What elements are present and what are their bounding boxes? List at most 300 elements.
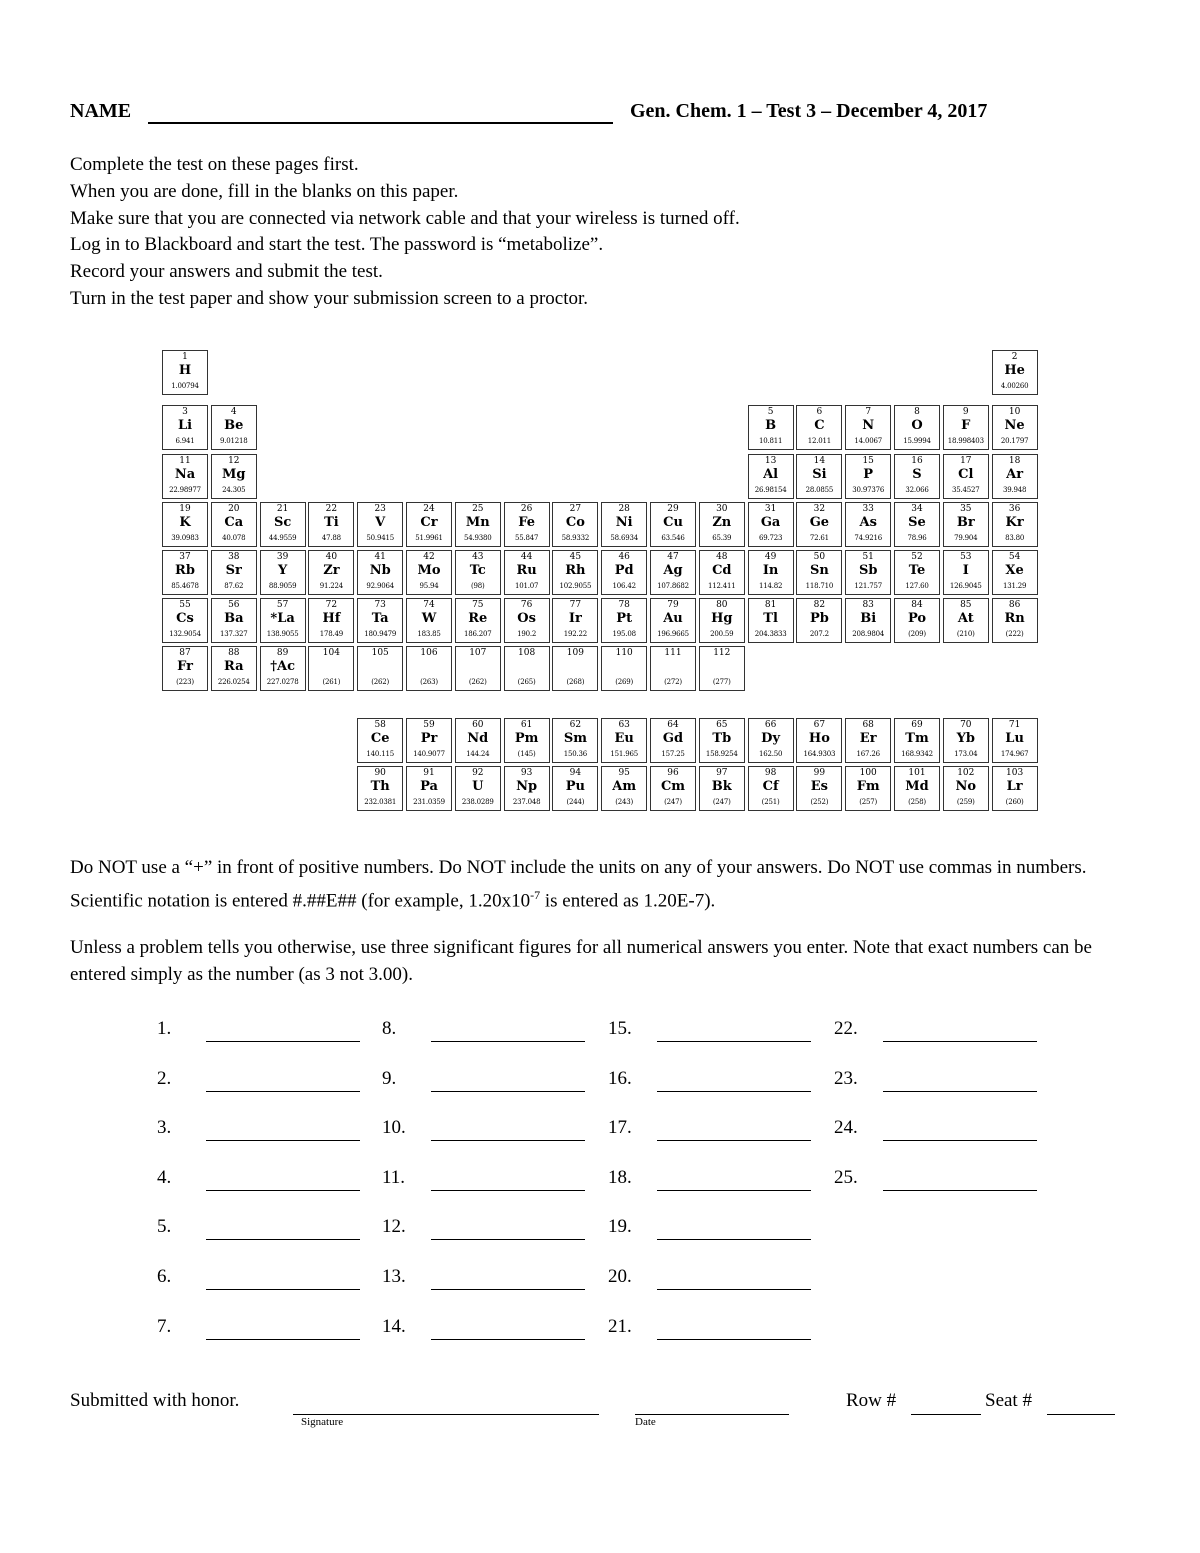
- element-mass: (258): [908, 798, 926, 806]
- element-cell: [845, 502, 891, 547]
- element-number: 68: [862, 720, 874, 730]
- element-cell: [357, 598, 403, 643]
- element-cell: [992, 598, 1038, 643]
- answer-blank[interactable]: [206, 1091, 360, 1092]
- answer-blank[interactable]: [657, 1091, 811, 1092]
- answer-number: 15.: [608, 1018, 632, 1039]
- element-number: 17: [960, 456, 972, 466]
- element-symbol: Ti: [324, 515, 339, 530]
- answer-blank[interactable]: [431, 1190, 585, 1191]
- element-number: 73: [374, 600, 386, 610]
- element-symbol: Ar: [1006, 467, 1024, 482]
- element-cell: [455, 718, 501, 763]
- element-cell: [504, 766, 550, 811]
- answer-blank[interactable]: [206, 1289, 360, 1290]
- element-mass: 238.0289: [461, 798, 494, 806]
- honor-statement: Submitted with honor.: [70, 1390, 240, 1411]
- answer-number: 18.: [608, 1166, 632, 1188]
- element-symbol: Hf: [322, 611, 341, 626]
- element-symbol: N: [862, 418, 875, 433]
- element-number: 56: [228, 600, 240, 610]
- element-number: 30: [716, 504, 728, 514]
- element-number: 91: [423, 768, 435, 778]
- element-mass: 12.011: [807, 437, 832, 445]
- element-mass: 20.1797: [1000, 437, 1029, 445]
- element-mass: (272): [664, 678, 682, 686]
- element-cell: [601, 646, 647, 691]
- element-cell: [748, 718, 794, 763]
- element-symbol: Co: [565, 515, 585, 530]
- element-mass: (259): [956, 798, 975, 806]
- answer-blank[interactable]: [431, 1091, 585, 1092]
- element-number: 6: [816, 407, 823, 417]
- element-number: 109: [566, 648, 584, 658]
- answer-blank[interactable]: [883, 1190, 1037, 1191]
- element-number: 7: [865, 407, 872, 417]
- element-cell: [992, 350, 1038, 395]
- element-mass: 167.26: [856, 750, 880, 758]
- element-number: 90: [374, 768, 386, 778]
- element-symbol: In: [762, 563, 779, 578]
- element-mass: 91.224: [319, 582, 344, 590]
- element-mass: 140.115: [366, 750, 394, 758]
- element-mass: 26.98154: [754, 486, 787, 494]
- element-cell: [552, 502, 598, 547]
- answer-blank[interactable]: [657, 1190, 811, 1191]
- seat-field[interactable]: [1047, 1414, 1115, 1415]
- element-mass: 58.6934: [610, 534, 638, 542]
- element-cell: [748, 454, 794, 499]
- element-mass: 137.327: [220, 630, 248, 638]
- element-symbol: U: [472, 779, 484, 794]
- element-number: 86: [1008, 600, 1021, 610]
- element-symbol: Tm: [905, 731, 929, 746]
- answer-blank[interactable]: [431, 1289, 585, 1290]
- answer-number: 20.: [608, 1266, 632, 1287]
- answer-number: 7.: [157, 1315, 172, 1337]
- answer-blank[interactable]: [657, 1289, 811, 1290]
- element-cell: [796, 550, 842, 595]
- element-mass: 39.948: [1002, 486, 1027, 494]
- answer-blank[interactable]: [657, 1041, 811, 1042]
- answer-blank[interactable]: [206, 1140, 360, 1141]
- notes-text: Do NOT use a “+” in front of positive numbers. Do NOT include the units on any of your answers. Do NOT use commas in numbers. Scientific notation is entered #.##E## (for example, 1.20x10: [70, 857, 1087, 911]
- element-number: 63: [618, 720, 630, 730]
- element-mass: 83.80: [1005, 534, 1025, 542]
- element-symbol: Sm: [563, 731, 587, 746]
- answer-blank[interactable]: [431, 1041, 585, 1042]
- element-cell: [406, 646, 452, 691]
- element-symbol: Zr: [323, 563, 340, 578]
- element-symbol: Ta: [371, 611, 389, 626]
- element-mass: 74.9216: [854, 534, 882, 542]
- element-symbol: Fr: [177, 659, 193, 674]
- element-symbol: C: [814, 418, 825, 433]
- element-cell: [162, 502, 208, 547]
- element-cell: [992, 502, 1038, 547]
- element-number: 93: [520, 768, 533, 778]
- element-cell: [943, 550, 989, 595]
- element-number: 19: [179, 504, 191, 514]
- answer-number: 10.: [382, 1117, 406, 1139]
- element-mass: (269): [615, 678, 634, 686]
- element-number: 54: [1008, 552, 1021, 562]
- element-cell: [650, 598, 696, 643]
- element-number: 18: [1008, 456, 1021, 466]
- element-cell: [845, 598, 891, 643]
- element-number: 82: [813, 600, 826, 610]
- element-number: 39: [276, 552, 289, 562]
- element-cell: [894, 502, 940, 547]
- element-mass: (145): [517, 750, 536, 758]
- element-symbol: Ir: [568, 611, 582, 626]
- answer-blank[interactable]: [206, 1190, 360, 1191]
- element-cell: [992, 766, 1038, 811]
- element-symbol: Au: [663, 611, 683, 626]
- element-number: 98: [764, 768, 777, 778]
- element-cell: [796, 405, 842, 450]
- element-symbol: Zn: [712, 515, 732, 530]
- element-number: 89: [276, 648, 289, 658]
- element-number: 13: [764, 456, 777, 466]
- element-mass: 92.9064: [366, 582, 394, 590]
- element-number: 77: [569, 600, 582, 610]
- element-mass: 51.9961: [415, 534, 443, 542]
- element-symbol: Pb: [809, 611, 829, 626]
- element-symbol: Dy: [761, 731, 780, 746]
- element-mass: 14.0067: [854, 437, 882, 445]
- element-mass: 15.9994: [903, 437, 931, 445]
- element-symbol: Cl: [958, 467, 974, 482]
- element-mass: 50.9415: [366, 534, 394, 542]
- element-symbol: V: [375, 515, 386, 530]
- element-symbol: Pa: [420, 779, 438, 794]
- element-cell: [796, 718, 842, 763]
- element-cell: [162, 350, 208, 395]
- answer-number: 3.: [157, 1117, 172, 1139]
- element-number: 25: [472, 504, 484, 514]
- element-number: 87: [179, 648, 191, 658]
- element-symbol: F: [961, 418, 971, 433]
- element-symbol: Ba: [224, 611, 244, 626]
- element-number: 106: [420, 648, 438, 658]
- element-number: 78: [618, 600, 630, 610]
- answer-blank[interactable]: [657, 1239, 811, 1240]
- answer-blank[interactable]: [657, 1339, 811, 1340]
- element-cell: [455, 598, 501, 643]
- element-number: 32: [813, 504, 826, 514]
- element-mass: (262): [468, 678, 487, 686]
- element-mass: 28.0855: [805, 486, 834, 494]
- element-number: 52: [911, 552, 923, 562]
- element-number: 2: [1011, 352, 1018, 362]
- element-symbol: Ga: [760, 515, 781, 530]
- element-mass: 78.96: [907, 534, 927, 542]
- element-cell: [552, 766, 598, 811]
- answer-blank[interactable]: [431, 1140, 585, 1141]
- element-mass: 140.9077: [413, 750, 445, 758]
- element-cell: [357, 550, 403, 595]
- element-mass: 101.07: [514, 582, 539, 590]
- element-cell: [699, 718, 745, 763]
- element-number: 104: [322, 648, 340, 658]
- element-number: 61: [520, 720, 533, 730]
- element-mass: 24.305: [222, 486, 246, 494]
- element-mass: 87.62: [224, 582, 244, 590]
- element-symbol: W: [421, 611, 437, 626]
- element-cell: [162, 550, 208, 595]
- element-mass: 112.411: [708, 582, 736, 590]
- answer-number: 5.: [157, 1216, 172, 1238]
- element-symbol: O: [911, 418, 923, 433]
- element-symbol: Ag: [663, 563, 683, 578]
- element-mass: 22.98977: [169, 486, 201, 494]
- element-number: 1: [182, 352, 188, 362]
- element-number: 85: [960, 600, 972, 610]
- element-symbol: Na: [174, 467, 196, 482]
- element-symbol: Sn: [809, 563, 829, 578]
- element-symbol: Kr: [1005, 515, 1024, 530]
- element-cell: [699, 766, 745, 811]
- element-symbol: Al: [763, 467, 779, 482]
- element-symbol: No: [955, 779, 977, 794]
- answer-number: 13.: [382, 1266, 406, 1287]
- element-number: 37: [179, 552, 191, 562]
- row-label: Row #: [846, 1390, 897, 1411]
- element-cell: [211, 454, 257, 499]
- element-mass: (209): [908, 630, 926, 638]
- answer-blank[interactable]: [657, 1140, 811, 1141]
- answer-number: 22.: [834, 1018, 858, 1039]
- element-cell: [162, 454, 208, 499]
- element-cell: [943, 598, 989, 643]
- element-number: 65: [716, 720, 728, 730]
- element-mass: 47.88: [321, 534, 341, 542]
- element-symbol: Si: [812, 467, 827, 482]
- element-number: 33: [862, 504, 874, 514]
- element-cell: [894, 550, 940, 595]
- element-cell: [211, 646, 257, 691]
- element-cell: [162, 405, 208, 450]
- element-number: 71: [1008, 720, 1021, 730]
- element-symbol: Mg: [222, 467, 246, 482]
- element-symbol: †Ac: [270, 659, 295, 674]
- element-number: 16: [911, 456, 923, 466]
- element-number: 41: [374, 552, 386, 562]
- element-symbol: Cr: [420, 515, 438, 530]
- element-number: 42: [423, 552, 435, 562]
- element-cell: [504, 598, 550, 643]
- element-cell: [211, 598, 257, 643]
- element-mass: 178.49: [319, 630, 344, 638]
- element-cell: [406, 598, 452, 643]
- element-mass: 231.0359: [413, 798, 445, 806]
- element-number: 103: [1006, 768, 1024, 778]
- element-number: 110: [615, 648, 633, 658]
- answer-blank[interactable]: [206, 1239, 360, 1240]
- element-number: 76: [520, 600, 533, 610]
- signature-field[interactable]: [293, 1414, 599, 1415]
- answer-blank[interactable]: [883, 1140, 1037, 1141]
- answer-number: 2.: [157, 1067, 172, 1089]
- element-number: 107: [469, 648, 487, 658]
- element-symbol: Sb: [858, 563, 878, 578]
- element-mass: (251): [761, 798, 780, 806]
- element-cell: [992, 718, 1038, 763]
- element-number: 57: [276, 600, 289, 610]
- element-number: 75: [472, 600, 484, 610]
- element-number: 46: [618, 552, 630, 562]
- element-mass: 88.9059: [268, 582, 297, 590]
- element-cell: [504, 718, 550, 763]
- answer-number: 19.: [608, 1216, 632, 1238]
- element-mass: (257): [859, 798, 878, 806]
- element-number: 67: [813, 720, 826, 730]
- element-mass: (244): [566, 798, 585, 806]
- element-mass: 132.9054: [169, 630, 201, 638]
- element-number: 111: [664, 648, 682, 658]
- element-cell: [748, 502, 794, 547]
- element-mass: 35.4527: [952, 486, 980, 494]
- element-cell: [504, 646, 550, 691]
- answer-number: 12.: [382, 1216, 406, 1238]
- signature-label: Signature: [301, 1416, 344, 1428]
- element-number: 88: [228, 648, 240, 658]
- element-symbol: Br: [956, 515, 975, 530]
- element-symbol: As: [859, 515, 877, 530]
- element-symbol: Ru: [516, 563, 537, 578]
- element-number: 99: [813, 768, 826, 778]
- element-symbol: Cd: [712, 563, 732, 578]
- element-cell: [308, 502, 354, 547]
- element-number: 3: [182, 407, 188, 417]
- element-mass: 102.9055: [559, 582, 592, 590]
- answer-blank[interactable]: [206, 1339, 360, 1340]
- name-label: NAME: [70, 100, 132, 122]
- element-cell: [699, 502, 745, 547]
- element-number: 49: [764, 552, 777, 562]
- element-symbol: Fm: [856, 779, 880, 794]
- answer-blank[interactable]: [431, 1339, 585, 1340]
- element-symbol: Er: [859, 731, 877, 746]
- answer-blank[interactable]: [206, 1041, 360, 1042]
- instruction-line: Turn in the test paper and show your submission screen to a proctor.: [70, 287, 589, 309]
- element-mass: (210): [956, 630, 975, 638]
- element-cell: [845, 550, 891, 595]
- element-symbol: Rn: [1004, 611, 1025, 626]
- element-mass: 63.546: [661, 534, 685, 542]
- element-symbol: Pr: [420, 731, 438, 746]
- element-mass: 32.066: [905, 486, 929, 494]
- element-mass: (252): [810, 798, 829, 806]
- answer-blank[interactable]: [883, 1041, 1037, 1042]
- element-mass: 58.9332: [561, 534, 590, 542]
- element-cell: [504, 502, 550, 547]
- row-field[interactable]: [911, 1414, 981, 1415]
- element-cell: [894, 598, 940, 643]
- answer-number: 11.: [382, 1166, 406, 1188]
- element-symbol: Y: [277, 563, 288, 578]
- element-symbol: Cf: [762, 779, 779, 794]
- date-field[interactable]: [635, 1414, 789, 1415]
- element-mass: 107.8682: [657, 582, 689, 590]
- answer-blank[interactable]: [431, 1239, 585, 1240]
- element-mass: 106.42: [612, 582, 636, 590]
- element-number: 48: [716, 552, 728, 562]
- element-number: 50: [813, 552, 826, 562]
- element-cell: [992, 550, 1038, 595]
- element-symbol: Sc: [273, 515, 292, 530]
- element-mass: 200.59: [710, 630, 734, 638]
- element-number: 8: [914, 407, 920, 417]
- element-mass: 1.00794: [171, 382, 199, 390]
- element-cell: [308, 550, 354, 595]
- element-number: 58: [374, 720, 386, 730]
- element-symbol: Pd: [614, 563, 634, 578]
- answer-number: 1.: [157, 1018, 172, 1039]
- element-symbol: Cm: [660, 779, 686, 794]
- element-cell: [845, 405, 891, 450]
- element-symbol: Gd: [662, 731, 684, 746]
- element-cell: [601, 718, 647, 763]
- element-symbol: Re: [468, 611, 488, 626]
- element-mass: (262): [371, 678, 390, 686]
- element-cell: [699, 646, 745, 691]
- element-cell: [796, 766, 842, 811]
- element-symbol: Lu: [1005, 731, 1024, 746]
- element-symbol: Mo: [417, 563, 441, 578]
- element-symbol: Ni: [615, 515, 633, 530]
- element-mass: 54.9380: [464, 534, 492, 542]
- element-cell: [894, 718, 940, 763]
- element-cell: [552, 598, 598, 643]
- element-number: 44: [520, 552, 533, 562]
- element-number: 12: [228, 456, 240, 466]
- element-symbol: Ge: [809, 515, 830, 530]
- element-symbol: Nd: [467, 731, 489, 746]
- element-symbol: At: [957, 611, 974, 626]
- element-cell: [357, 718, 403, 763]
- element-cell: [552, 550, 598, 595]
- element-cell: [650, 502, 696, 547]
- answer-blank[interactable]: [883, 1091, 1037, 1092]
- element-cell: [943, 405, 989, 450]
- element-symbol: Ra: [224, 659, 244, 674]
- element-number: 94: [569, 768, 582, 778]
- element-cell: [845, 766, 891, 811]
- answer-number: 21.: [608, 1315, 632, 1337]
- element-mass: 65.39: [712, 534, 732, 542]
- element-symbol: Bi: [860, 611, 877, 626]
- notes-exponent: -7: [530, 887, 541, 902]
- element-cell: [504, 550, 550, 595]
- element-number: 26: [520, 504, 533, 514]
- element-symbol: Rb: [175, 563, 195, 578]
- element-mass: (277): [712, 678, 731, 686]
- answer-number: 6.: [157, 1266, 172, 1287]
- answer-number: 16.: [608, 1067, 632, 1089]
- element-symbol: Ne: [1004, 418, 1025, 433]
- element-number: 64: [667, 720, 679, 730]
- element-number: 95: [618, 768, 630, 778]
- element-mass: 6.941: [175, 437, 195, 445]
- element-cell: [357, 646, 403, 691]
- element-number: 53: [960, 552, 972, 562]
- element-cell: [650, 550, 696, 595]
- instruction-line: Make sure that you are connected via network cable and that your wireless is turned off.: [70, 207, 740, 229]
- element-symbol: Np: [516, 779, 538, 794]
- element-cell: [162, 646, 208, 691]
